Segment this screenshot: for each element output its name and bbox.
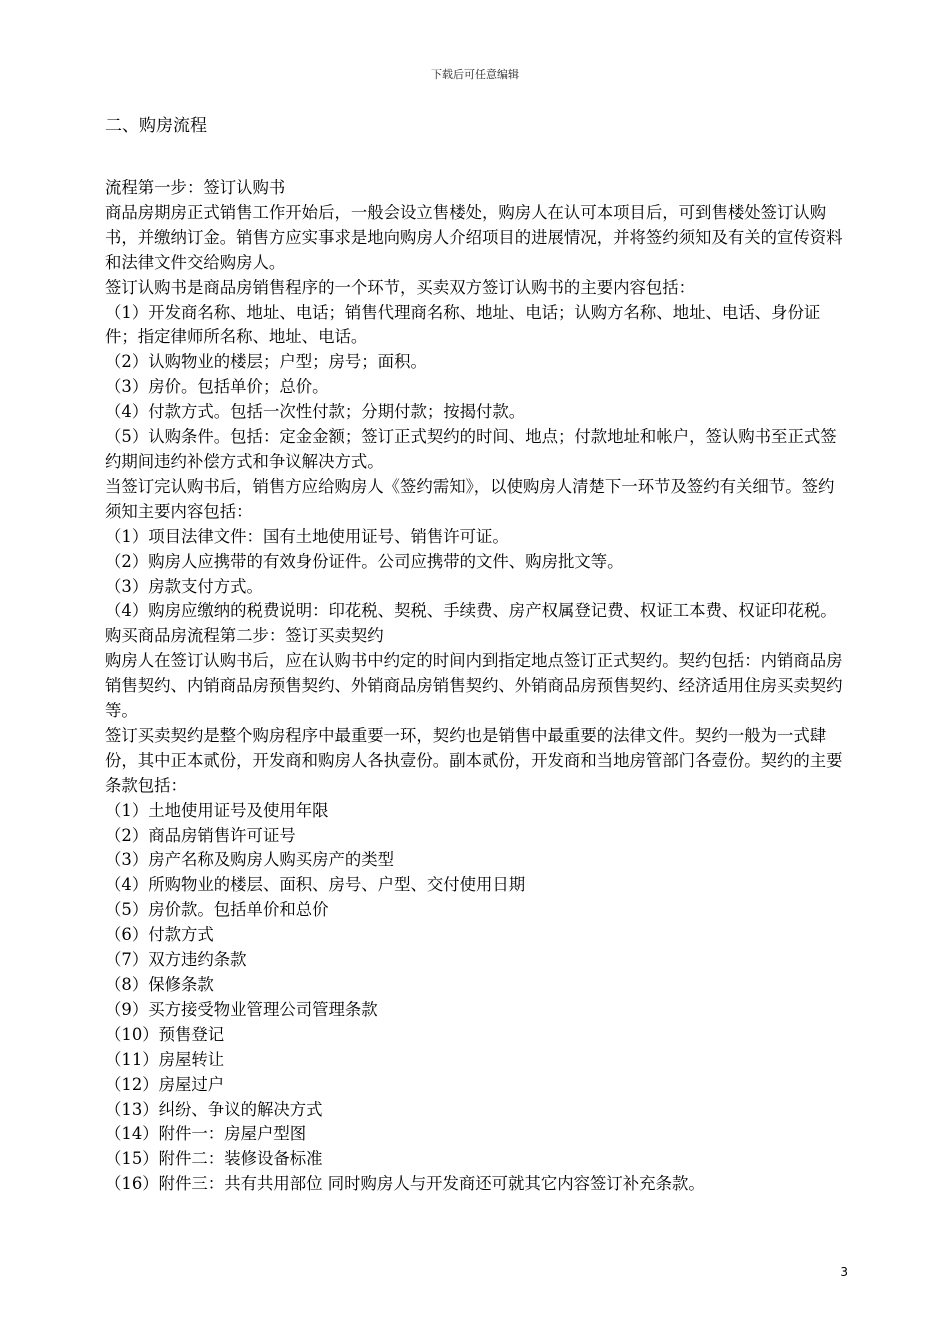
paragraph: 购买商品房流程第二步：签订买卖契约: [105, 626, 384, 646]
paragraph: （6）付款方式: [105, 925, 214, 945]
paragraph: （4）购房应缴纳的税费说明：印花税、契税、手续费、房产权属登记费、权证工本费、权证印花税。: [105, 601, 837, 621]
page-number: 3: [840, 1265, 848, 1279]
document-body: [105, 176, 845, 1197]
paragraph: （2）购房人应携带的有效身份证件。公司应携带的文件、购房批文等。: [105, 551, 624, 571]
paragraph: 签订认购书是商品房销售程序的一个环节，买卖双方签订认购书的主要内容包括：: [105, 277, 696, 297]
paragraph: （5）房价款。包括单价和总价: [105, 900, 329, 920]
paragraph: 商品房期房正式销售工作开始后，一般会设立售楼处，购房人在认可本项目后，可到售楼处签订认购书，并缴纳订金。销售方应实事求是地向购房人介绍项目的进展情况，并将签约须知及有关的宣传资料和法律文件交给购房人。: [105, 202, 843, 272]
paragraph: （16）附件三：共有共用部位 同时购房人与开发商还可就其它内容签订补充条款。: [105, 1174, 705, 1194]
paragraph: 当签订完认购书后，销售方应给购房人《签约需知》，以使购房人清楚下一环节及签约有关细节。签约须知主要内容包括：: [105, 476, 835, 521]
paragraph: （11）房屋转让: [105, 1049, 225, 1069]
paragraph: （9）买方接受物业管理公司管理条款: [105, 999, 378, 1019]
paragraph: （3）房价。包括单价；总价。: [105, 377, 329, 397]
paragraph: 购房人在签订认购书后，应在认购书中约定的时间内到指定地点签订正式契约。契约包括：内销商品房销售契约、内销商品房预售契约、外销商品房销售契约、外销商品房预售契约、经济适用住房买卖契约等。: [105, 651, 843, 721]
paragraph: （5）认购条件。包括：定金金额；签订正式契约的时间、地点；付款地址和帐户，签认购书至正式签约期间违约补偿方式和争议解决方式。: [105, 427, 837, 471]
paragraph: （8）保修条款: [105, 975, 214, 994]
paragraph: （3）房款支付方式。: [105, 576, 263, 596]
paragraph: （1）土地使用证号及使用年限: [105, 800, 329, 820]
page-header: 下载后可任意编辑: [431, 68, 519, 81]
paragraph: （13）纠纷、争议的解决方式: [105, 1099, 323, 1119]
paragraph: （4）付款方式。包括一次性付款；分期付款；按揭付款。: [105, 402, 526, 422]
paragraph: 流程第一步：签订认购书: [105, 178, 286, 197]
paragraph: （1）开发商名称、地址、电话；销售代理商名称、地址、电话；认购方名称、地址、电话、身份证件；指定律师所名称、地址、电话。: [105, 302, 821, 347]
section-heading: 二、购房流程: [105, 116, 207, 136]
paragraph: （7）双方违约条款: [105, 950, 247, 970]
paragraph: （1）项目法律文件：国有土地使用证号、销售许可证。: [105, 526, 509, 546]
paragraph: （3）房产名称及购房人购买房产的类型: [105, 850, 395, 870]
paragraph: 签订买卖契约是整个购房程序中最重要一环，契约也是销售中最重要的法律文件。契约一般为一式肆份，其中正本贰份，开发商和购房人各执壹份。副本贰份，开发商和当地房管部门各壹份。契约的主要条款包括：: [105, 725, 843, 795]
paragraph: （2）商品房销售许可证号: [105, 825, 296, 845]
paragraph: （12）房屋过户: [105, 1074, 225, 1094]
paragraph: （15）附件二：装修设备标准: [105, 1149, 323, 1169]
paragraph: （14）附件一：房屋户型图: [105, 1124, 307, 1144]
paragraph: （10）预售登记: [105, 1024, 225, 1044]
paragraph: （4）所购物业的楼层、面积、房号、户型、交付使用日期: [105, 875, 526, 895]
paragraph: （2）认购物业的楼层；户型；房号；面积。: [105, 352, 427, 372]
